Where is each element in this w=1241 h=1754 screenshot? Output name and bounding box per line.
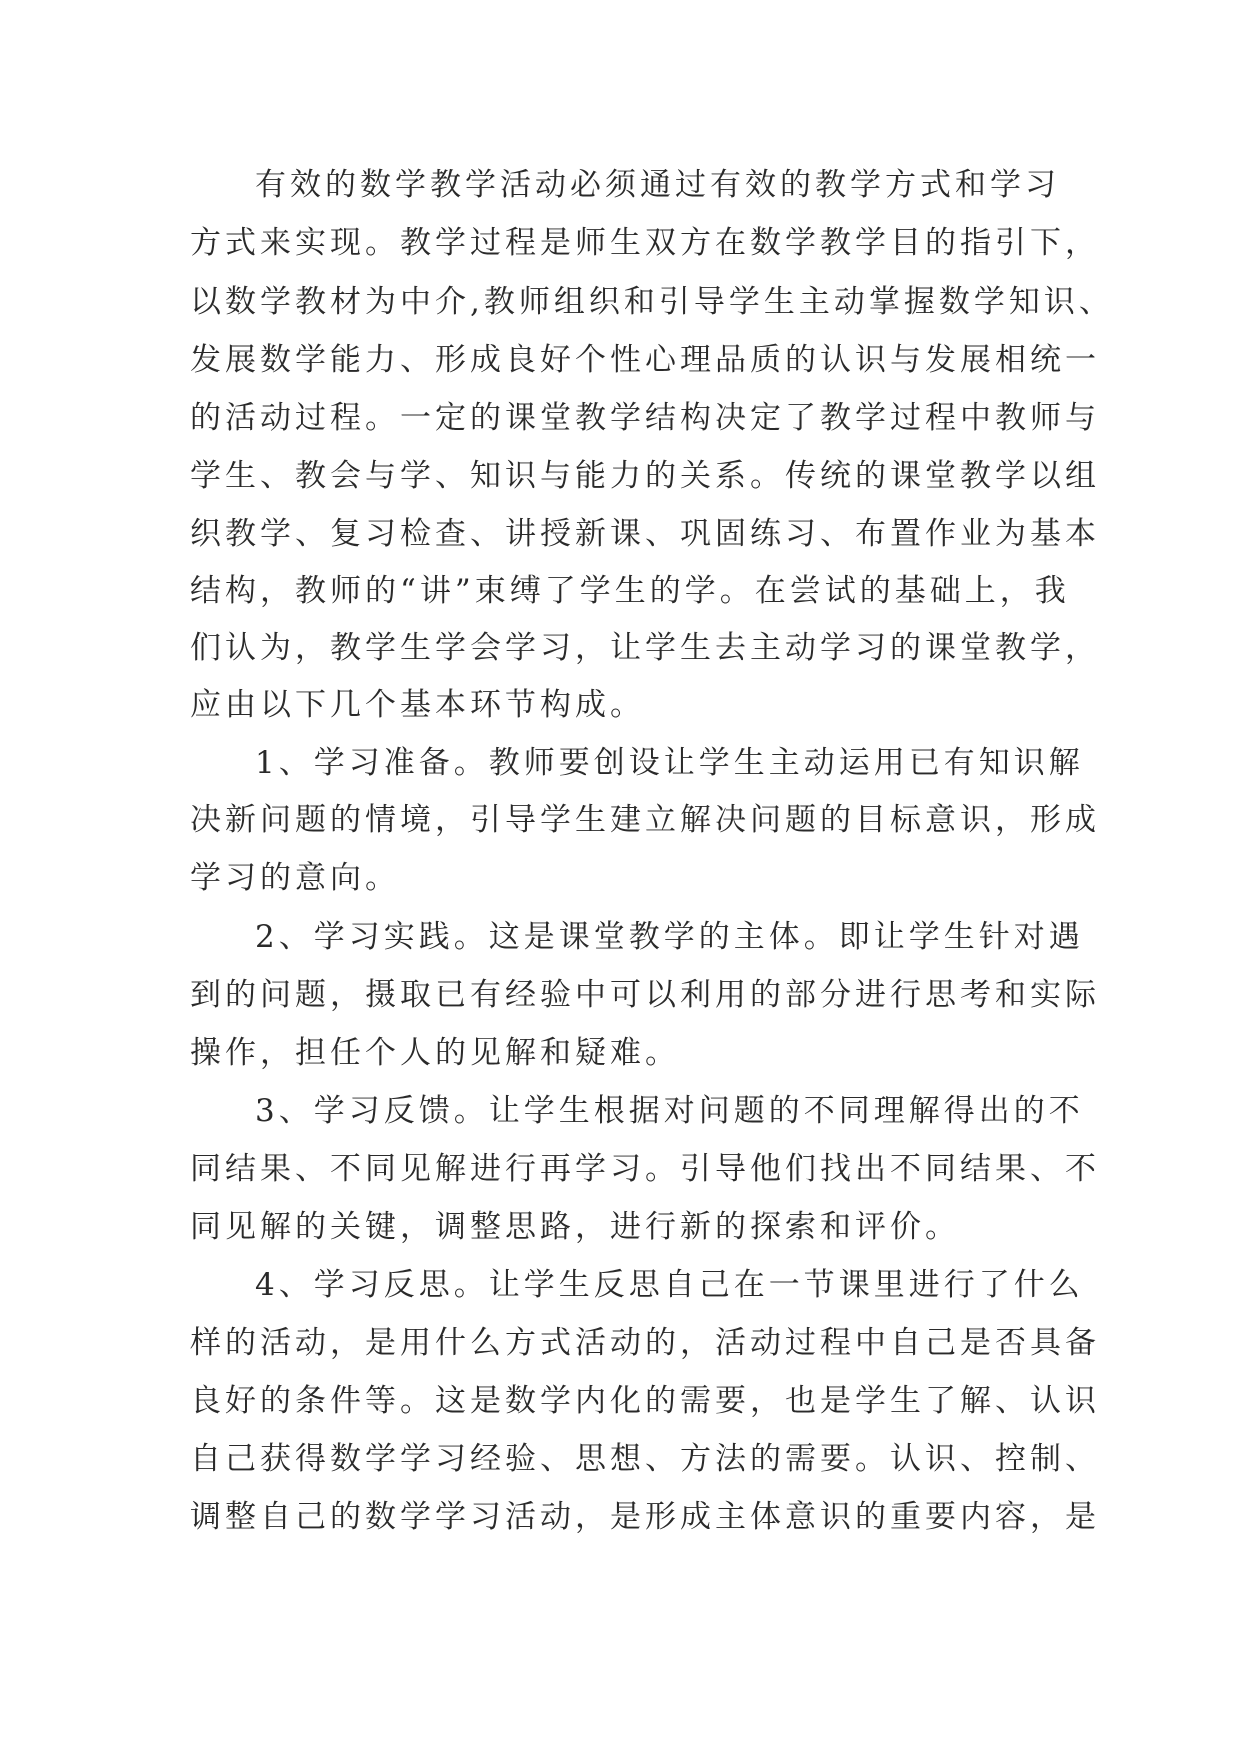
text-line: 有效的数学教学活动必须通过有效的教学方式和学习 <box>255 167 1060 203</box>
text-line: 发展数学能力、形成良好个性心理品质的认识与发展相统一 <box>190 342 1100 378</box>
text-line: 们认为，教学生学会学习，让学生去主动学习的课堂教学， <box>190 630 1100 666</box>
text-line: 学习的意向。 <box>190 860 400 896</box>
text-line: 自己获得数学学习经验、思想、方法的需要。认识、控制、 <box>190 1441 1100 1477</box>
text-line: 同见解的关键，调整思路，进行新的探索和评价。 <box>190 1209 960 1245</box>
text-line: 方式来实现。教学过程是师生双方在数学教学目的指引下， <box>190 225 1100 261</box>
text-line: 样的活动，是用什么方式活动的，活动过程中自己是否具备 <box>190 1325 1100 1361</box>
text-line: 决新问题的情境，引导学生建立解决问题的目标意识，形成 <box>190 802 1100 838</box>
text-line: 2、学习实践。这是课堂教学的主体。即让学生针对遇 <box>255 919 1084 955</box>
text-line: 3、学习反馈。让学生根据对问题的不同理解得出的不 <box>255 1093 1084 1129</box>
text-line: 1、学习准备。教师要创设让学生主动运用已有知识解 <box>255 745 1084 781</box>
text-line: 应由以下几个基本环节构成。 <box>190 687 645 723</box>
text-line: 织教学、复习检查、讲授新课、巩固练习、布置作业为基本 <box>190 516 1100 552</box>
text-line: 的活动过程。一定的课堂教学结构决定了教学过程中教师与 <box>190 400 1100 436</box>
text-line: 调整自己的数学学习活动，是形成主体意识的重要内容，是 <box>190 1499 1100 1535</box>
text-line: 操作，担任个人的见解和疑难。 <box>190 1035 680 1071</box>
text-line: 4、学习反思。让学生反思自己在一节课里进行了什么 <box>255 1267 1084 1303</box>
text-line: 到的问题，摄取已有经验中可以利用的部分进行思考和实际 <box>190 977 1100 1013</box>
text-line: 以数学教材为中介,教师组织和引导学生主动掌握数学知识、 <box>190 284 1114 320</box>
text-line: 学生、教会与学、知识与能力的关系。传统的课堂教学以组 <box>190 458 1100 494</box>
text-line: 良好的条件等。这是数学内化的需要，也是学生了解、认识 <box>190 1383 1100 1419</box>
text-line: 结构，教师的“讲”束缚了学生的学。在尝试的基础上，我 <box>190 573 1070 609</box>
text-line: 同结果、不同见解进行再学习。引导他们找出不同结果、不 <box>190 1151 1100 1187</box>
